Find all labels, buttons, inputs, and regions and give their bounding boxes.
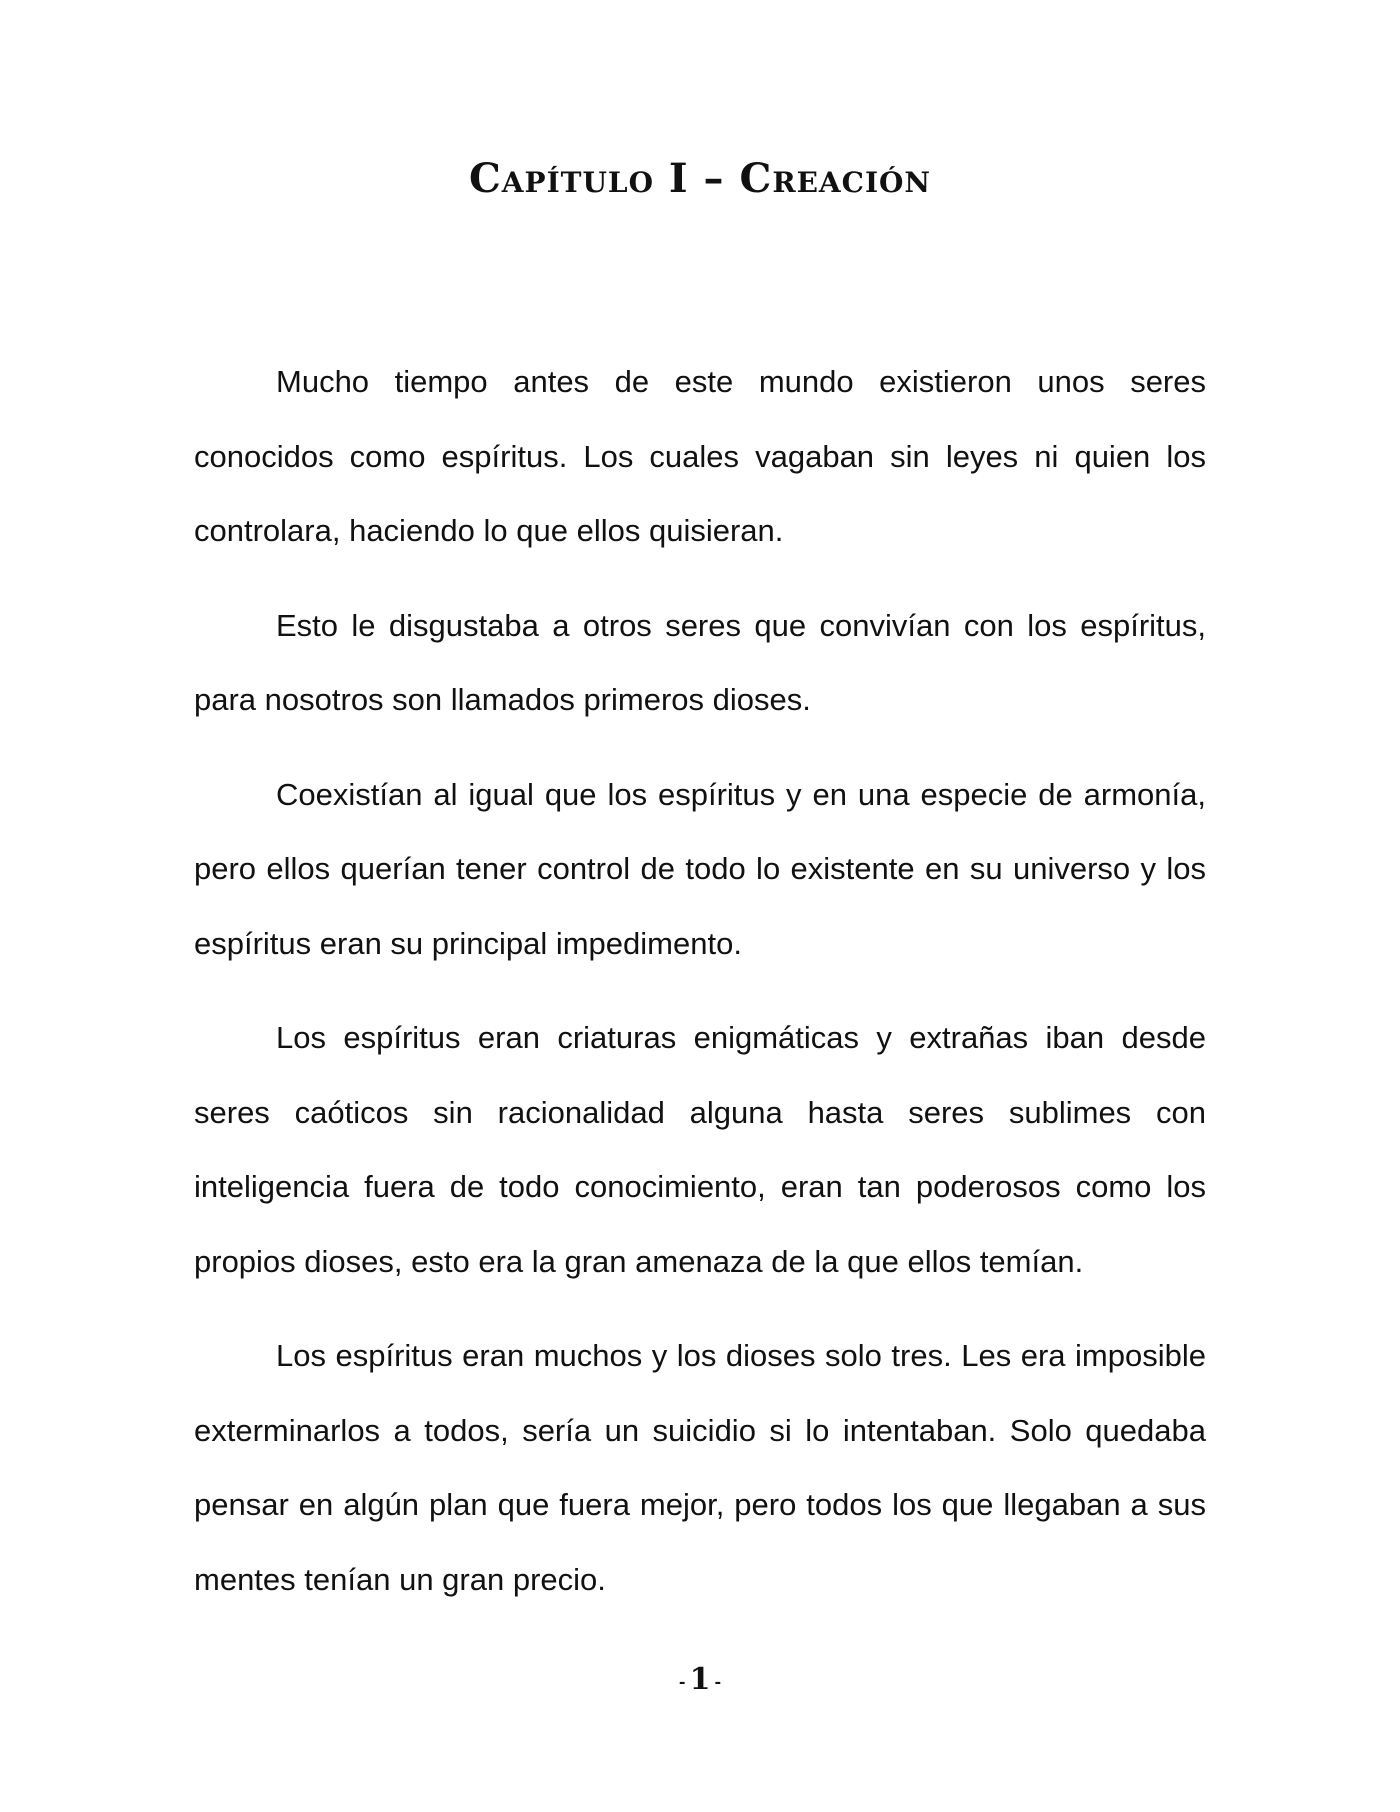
page-number: 1 [689, 1662, 711, 1697]
chapter-body [194, 345, 1206, 1637]
page-number-dash-left: - [678, 1671, 686, 1691]
paragraph-5: Los espíritus eran muchos y los dioses solo tres. Les era imposible exterminarlos a todos, sería un suicidio si lo intentaban. Solo quedaba pensar en algún plan que fuera mejor, pero todos los que llegaban a sus mentes tenían un gran precio. [194, 1338, 1206, 1597]
paragraph-4: Los espíritus eran criaturas enigmáticas y extrañas iban desde seres caóticos sin racionalidad alguna hasta seres sublimes con inteligencia fuera de todo conocimiento, eran tan poderosos como los propios dioses, esto era la gran amenaza de la que ellos temían. [194, 1020, 1206, 1279]
chapter-title: Capítulo I – Creación [468, 155, 932, 202]
paragraph-2: Esto le disgustaba a otros seres que convivían con los espíritus, para nosotros son llamados primeros dioses. [194, 607, 1206, 717]
page-number-dash-right: - [714, 1671, 722, 1691]
paragraph-3: Coexistían al igual que los espíritus y en una especie de armonía, pero ellos querían tener control de todo lo existente en su universo y los espíritus eran su principal impedimento. [194, 776, 1206, 961]
page-number-footer [0, 1662, 1400, 1697]
paragraph-1: Mucho tiempo antes de este mundo existieron unos seres conocidos como espíritus. Los cuales vagaban sin leyes ni quien los controlara, haciendo lo que ellos quisieran. [194, 364, 1206, 548]
